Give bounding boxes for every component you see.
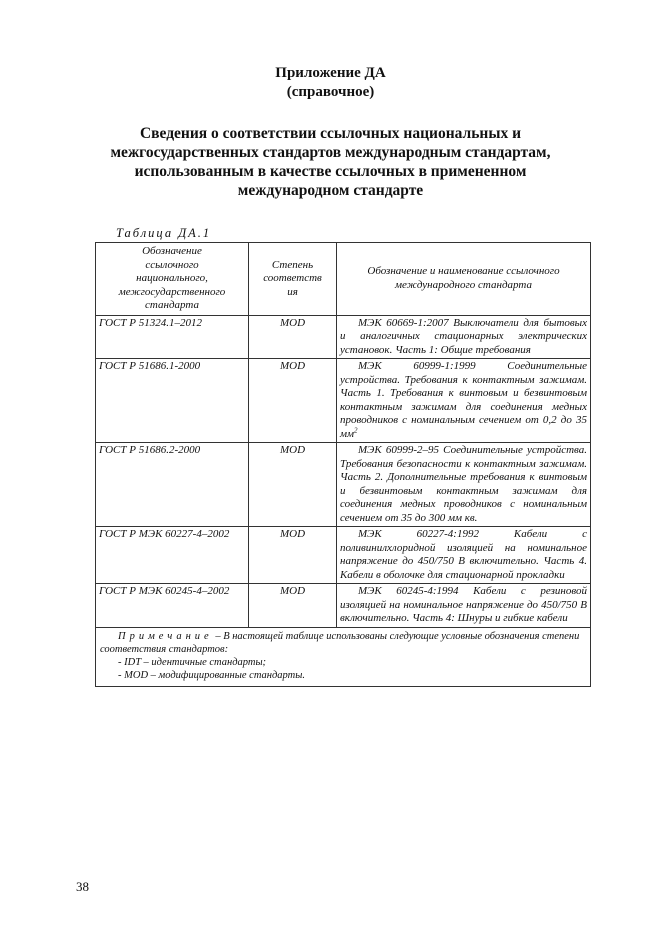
appendix-heading	[0, 64, 661, 102]
header-line: Степень	[271, 258, 314, 271]
note-text: – В настоящей таблице использованы следующие условные обозначения степени соответствия стандартов:	[100, 630, 580, 655]
title-line: Сведения о соответствии ссылочных национальных и	[139, 125, 522, 142]
note-item: - IDT – идентичные стандарты;	[118, 656, 267, 668]
header-line: национального,	[136, 272, 208, 284]
national-standard-cell: ГОСТ Р 51686.2-2000	[96, 443, 249, 527]
table-row	[96, 443, 591, 527]
table-row	[96, 584, 591, 628]
document-title	[0, 124, 661, 200]
header-line: международного стандарта	[395, 278, 532, 291]
header-line: ссылочного	[145, 258, 199, 271]
title-line: международном стандарте	[237, 182, 424, 199]
appendix-title: Приложение ДА	[275, 65, 386, 81]
header-line: Обозначение	[142, 245, 202, 257]
international-standard-cell	[337, 527, 591, 584]
title-line: использованным в качестве ссылочных в примененном	[134, 163, 527, 180]
international-standard-text: МЭК 60669-1:2007 Выключатели для бытовых и аналогичных стационарных электрических установок. Часть 1: Общие требования	[340, 316, 587, 356]
degree-cell: MOD	[249, 527, 337, 584]
table-note-row	[96, 627, 591, 686]
header-line: соответств	[263, 272, 322, 284]
international-standard-text: МЭК 60999-1:1999 Соединительные устройства. Требования к контактным зажимам. Часть 1. Требования к винтовым и безвинтовым контактным зажимам для соединения медных проводников с номинальным сечением от 0,2 до 35 мм	[340, 360, 587, 440]
degree-cell: MOD	[249, 443, 337, 527]
table-caption: Таблица ДА.1	[116, 226, 212, 240]
table-row	[96, 315, 591, 359]
header-line: межгосударственного	[118, 285, 226, 298]
header-line: Обозначение и наименование ссылочного	[367, 265, 560, 278]
international-standard-cell	[337, 443, 591, 527]
table-header-row	[96, 243, 591, 316]
degree-cell: MOD	[249, 584, 337, 628]
degree-cell: MOD	[249, 359, 337, 443]
international-standard-text: МЭК 60227-4:1992 Кабели с поливинилхлоридной изоляцией на номинальное напряжение до 450/750 В включительно. Часть 4. Кабели в оболочке для стационарной прокладки	[340, 528, 587, 581]
national-standard-cell: ГОСТ Р 51686.1-2000	[96, 359, 249, 443]
header-line: стандарта	[145, 299, 199, 311]
international-standard-cell	[337, 359, 591, 443]
column-header-degree	[249, 243, 337, 316]
appendix-type: (справочное)	[286, 84, 375, 100]
national-standard-cell: ГОСТ Р 51324.1–2012	[96, 315, 249, 359]
degree-cell: MOD	[249, 315, 337, 359]
table-row	[96, 359, 591, 443]
national-standard-cell: ГОСТ Р МЭК 60245-4–2002	[96, 584, 249, 628]
international-standard-text: МЭК 60999-2–95 Соединительные устройства. Требования безопасности к контактным зажимам. Часть 2. Дополнительные требования к винтовым и безвинтовым контактным зажимам для соединения медных проводников с номинальным сечением от 35 до 300 мм кв.	[340, 444, 587, 524]
table-note	[96, 627, 591, 686]
superscript: 2	[354, 425, 358, 434]
standards-table	[95, 242, 591, 687]
page-number: 38	[76, 879, 89, 894]
header-line: ия	[287, 285, 298, 298]
column-header-national	[96, 243, 249, 316]
international-standard-cell	[337, 584, 591, 628]
note-item: - MOD – модифицированные стандарты.	[118, 669, 305, 681]
international-standard-text: МЭК 60245-4:1994 Кабели с резиновой изоляцией на номинальное напряжение до 450/750 В включительно. Часть 4: Шнуры и гибкие кабели	[340, 585, 587, 624]
column-header-international	[337, 243, 591, 316]
note-label: Примечание	[118, 630, 213, 642]
title-line: межгосударственных стандартов международным стандартам,	[110, 144, 551, 161]
table-row	[96, 527, 591, 584]
national-standard-cell: ГОСТ Р МЭК 60227-4–2002	[96, 527, 249, 584]
international-standard-cell	[337, 315, 591, 359]
note-paragraph	[100, 630, 586, 656]
